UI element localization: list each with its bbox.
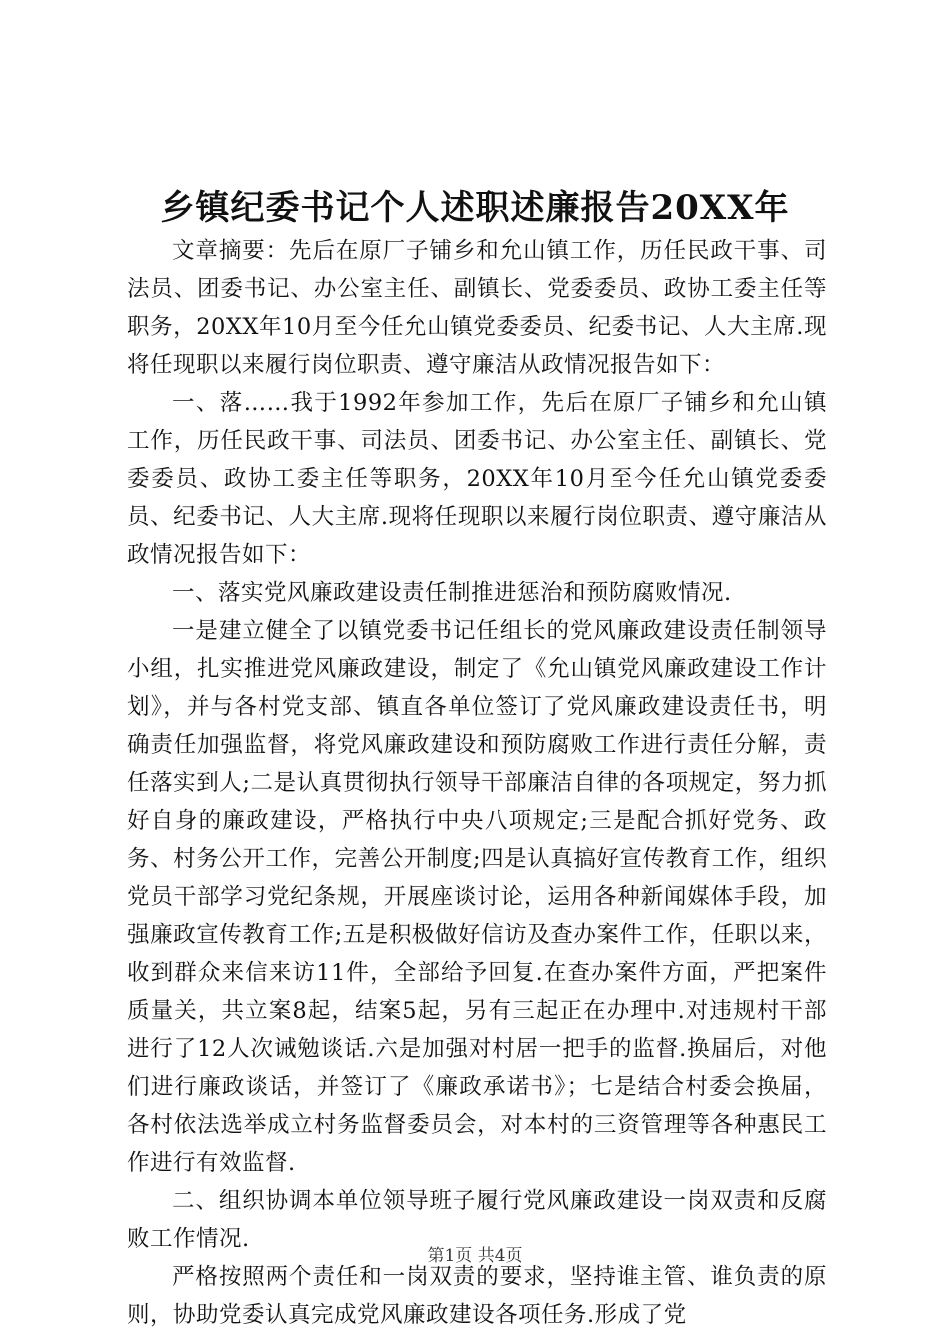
document-title: 乡镇纪委书记个人述职述廉报告20XX年 bbox=[160, 188, 790, 228]
document-body bbox=[127, 232, 827, 1334]
section-2-paragraph: 严格按照两个责任和一岗双责的要求，坚持谁主管、谁负责的原则，协助党委认真完成党风廉政建设各项任务.形成了党 bbox=[127, 1264, 827, 1328]
section-heading-1: 一、落实党风廉政建设责任制推进惩治和预防腐败情况. bbox=[172, 580, 732, 606]
page-number-footer: 第1页 共4页 bbox=[427, 1246, 523, 1266]
intro-paragraph: 一、落……我于1992年参加工作，先后在原厂子铺乡和允山镇工作，历任民政干事、司法员、团委书记、办公室主任、副镇长、党委委员、政协工委主任等职务，20XX年10月至今任允山镇党委委员、纪委书记、人大主席.现将任现职以来履行岗位职责、遵守廉洁从政情况报告如下： bbox=[127, 390, 827, 568]
section-heading-2: 二、组织协调本单位领导班子履行党风廉政建设一岗双责和反腐败工作情况. bbox=[127, 1188, 827, 1252]
section-1-paragraph: 一是建立健全了以镇党委书记任组长的党风廉政建设责任制领导小组，扎实推进党风廉政建设，制定了《允山镇党风廉政建设工作计划》，并与各村党支部、镇直各单位签订了党风廉政建设责任书，明确责任加强监督，将党风廉政建设和预防腐败工作进行责任分解，责任落实到人;二是认真贯彻执行领导干部廉洁自律的各项规定，努力抓好自身的廉政建设，严格执行中央八项规定;三是配合抓好党务、政务、村务公开工作，完善公开制度;四是认真搞好宣传教育工作，组织党员干部学习党纪条规，开展座谈讨论，运用各种新闻媒体手段，加强廉政宣传教育工作;五是积极做好信访及查办案件工作，任职以来，收到群众来信来访11件，全部给予回复.在查办案件方面，严把案件质量关，共立案8起，结案5起，另有三起正在办理中.对违规村干部进行了12人次诫勉谈话.六是加强对村居一把手的监督.换届后，对他们进行廉政谈话，并签订了《廉政承诺书》；七是结合村委会换届，各村依法选举成立村务监督委员会，对本村的三资管理等各种惠民工作进行有效监督. bbox=[127, 618, 827, 1176]
abstract-paragraph: 文章摘要：先后在原厂子铺乡和允山镇工作，历任民政干事、司法员、团委书记、办公室主任、副镇长、党委委员、政协工委主任等职务，20XX年10月至今任允山镇党委委员、纪委书记、人大主席.现将任现职以来履行岗位职责、遵守廉洁从政情况报告如下： bbox=[127, 238, 827, 378]
